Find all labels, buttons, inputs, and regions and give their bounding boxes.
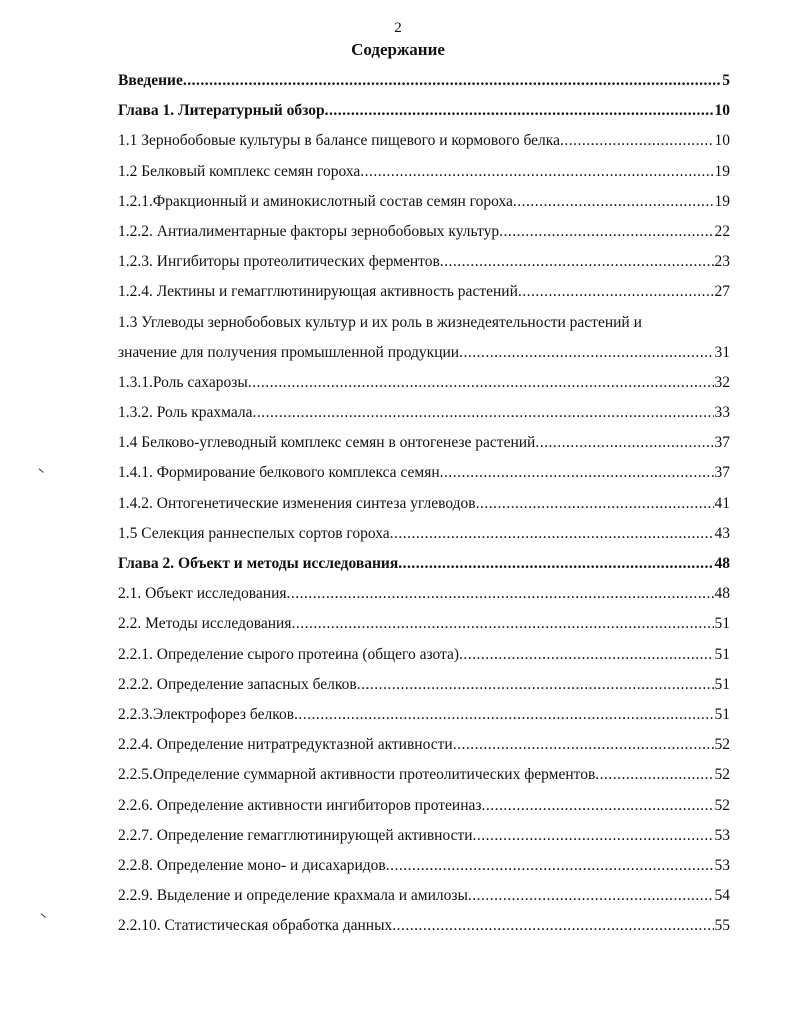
toc-entry	[118, 308, 730, 338]
toc-entry-title: 2.2. Методы исследования	[118, 615, 292, 633]
toc-entry-title: 2.2.2. Определение запасных белков	[118, 675, 357, 693]
toc-entry-title: 2.2.6. Определение активности ингибиторов протеиназ	[118, 796, 482, 814]
toc-dot-leader	[386, 851, 714, 881]
toc-entry-title: Глава 1. Литературный обзор	[118, 102, 325, 120]
toc-entry	[118, 247, 730, 277]
toc-entry-page: 10	[714, 132, 730, 150]
toc-entry	[118, 549, 730, 579]
toc-entry-title: 2.2.8. Определение моно- и дисахаридов	[118, 856, 386, 874]
toc-entry-page: 48	[714, 585, 730, 603]
scan-mark	[38, 468, 43, 473]
toc-entry	[118, 640, 730, 670]
toc-entry-title: 1.3 Углеводы зернобобовых культур и их роль в жизнедеятельности растений и	[118, 313, 642, 331]
toc-entry	[118, 730, 730, 760]
toc-dot-leader	[287, 579, 714, 609]
toc-entry-page: 32	[714, 373, 730, 391]
toc-entry-page: 53	[714, 856, 730, 874]
toc-entry-page: 51	[714, 645, 730, 663]
toc-entry-page: 10	[714, 102, 730, 120]
toc-dot-leader	[183, 66, 721, 96]
toc-entry-title: 1.1 Зернобобовые культуры в балансе пищевого и кормового белка	[118, 132, 560, 150]
toc-entry-page: 5	[722, 72, 730, 89]
toc-entry	[118, 881, 730, 911]
toc-entry	[118, 851, 730, 881]
toc-entry-page: 54	[714, 887, 730, 905]
toc-entry-page: 33	[714, 404, 730, 422]
toc-dot-leader	[459, 338, 713, 368]
toc-dot-leader	[518, 277, 714, 307]
toc-dot-leader	[390, 519, 714, 549]
toc-entry-page: 52	[714, 796, 730, 814]
toc-entry	[118, 821, 730, 851]
toc-entry	[118, 66, 730, 96]
toc-entry-title: 1.2 Белковый комплекс семян гороха	[118, 162, 361, 180]
toc-entry	[118, 700, 730, 730]
toc-dot-leader	[248, 368, 714, 398]
toc-dot-leader	[476, 489, 714, 519]
page-number: 2	[394, 20, 402, 36]
toc-entry	[118, 609, 730, 639]
toc-entry-page: 31	[714, 343, 730, 361]
toc-dot-leader	[291, 609, 713, 639]
toc-entry-title: 1.4.1. Формирование белкового комплекса семян	[118, 464, 440, 482]
toc-entry-page: 37	[714, 464, 730, 482]
toc-dot-leader	[453, 730, 714, 760]
toc-entry-title: 1.2.3. Ингибиторы протеолитических ферментов	[118, 253, 440, 271]
toc-entry-title: 1.2.1.Фракционный и аминокислотный состав семян гороха	[118, 192, 513, 210]
toc-dot-leader	[440, 247, 714, 277]
toc-dot-leader	[482, 791, 714, 821]
toc-entry-title: 2.2.7. Определение гемагглютинирующей активности	[118, 826, 473, 844]
toc-dot-leader	[459, 640, 713, 670]
toc-dot-leader	[294, 700, 713, 730]
toc-entry	[118, 489, 730, 519]
toc-entry-title: 1.5 Селекция раннеспелых сортов гороха	[118, 524, 390, 542]
toc-entry	[118, 670, 730, 700]
toc-dot-leader	[325, 96, 714, 126]
toc-dot-leader	[513, 187, 714, 217]
toc-entry-page: 55	[714, 917, 730, 935]
toc-entry-page: 41	[714, 494, 730, 512]
toc-entry-page: 48	[714, 555, 730, 572]
toc-entry-page: 43	[714, 524, 730, 542]
toc-entry-page: 52	[714, 736, 730, 754]
toc-entry-title: Введение	[118, 72, 183, 89]
toc-entry	[118, 277, 730, 307]
toc-entry	[118, 579, 730, 609]
toc-entry	[118, 760, 730, 790]
toc-dot-leader	[357, 670, 714, 700]
toc-entry	[118, 368, 730, 398]
toc-entry	[118, 96, 730, 126]
toc-entry-title: 1.3.1.Роль сахарозы	[118, 373, 248, 391]
toc-entry	[118, 217, 730, 247]
toc-entry-title: 2.2.3.Электрофорез белков	[118, 705, 295, 723]
toc-entry	[118, 338, 730, 368]
toc-dot-leader	[473, 821, 714, 851]
toc-entry-page: 22	[714, 222, 730, 240]
toc-entry	[118, 126, 730, 156]
toc-entry-title: 2.2.5.Определение суммарной активности протеолитических ферментов	[118, 766, 596, 784]
toc-entry-page: 51	[714, 615, 730, 633]
toc-entry	[118, 458, 730, 488]
toc-entry-title: 2.2.1. Определение сырого протеина (общего азота)	[118, 645, 460, 663]
toc-entry	[118, 911, 730, 941]
toc-dot-leader	[360, 157, 713, 187]
toc-entry	[118, 157, 730, 187]
toc-dot-leader	[398, 549, 713, 579]
toc-dot-leader	[499, 217, 713, 247]
toc-dot-leader	[392, 911, 713, 941]
toc-entry-page: 19	[714, 192, 730, 210]
toc-entry-title: значение для получения промышленной продукции	[118, 343, 460, 361]
toc-entry	[118, 187, 730, 217]
toc-entry-page: 52	[714, 766, 730, 784]
toc-entry-title: 2.2.10. Статистическая обработка данных	[118, 917, 393, 935]
toc-entry	[118, 428, 730, 458]
toc-entry-title: 1.2.4. Лектины и гемагглютинирующая активность растений	[118, 283, 518, 301]
toc-dot-leader	[252, 398, 713, 428]
toc-entry-title: Глава 2. Объект и методы исследования	[118, 555, 399, 572]
toc-dot-leader	[560, 126, 714, 156]
toc-entry	[118, 398, 730, 428]
table-of-contents	[118, 66, 730, 941]
toc-dot-leader	[440, 458, 714, 488]
toc-entry-title: 2.2.4. Определение нитратредуктазной активности	[118, 736, 453, 754]
toc-dot-leader	[535, 428, 713, 458]
toc-dot-leader	[595, 760, 713, 790]
toc-entry-title: 1.3.2. Роль крахмала	[118, 404, 253, 422]
toc-entry	[118, 519, 730, 549]
toc-entry-title: 1.2.2. Антиалиментарные факторы зернобобовых культур	[118, 222, 500, 240]
toc-entry-title: 1.4 Белково-углеводный комплекс семян в онтогенезе растений	[118, 434, 536, 452]
toc-entry-title: 2.2.9. Выделение и определение крахмала и амилозы	[118, 887, 468, 905]
page-title: Содержание	[351, 40, 445, 59]
toc-entry-page: 19	[714, 162, 730, 180]
toc-entry-page: 51	[714, 705, 730, 723]
toc-entry-title: 2.1. Объект исследования	[118, 585, 287, 603]
toc-dot-leader	[468, 881, 714, 911]
scan-mark	[40, 913, 45, 918]
toc-entry-page: 27	[714, 283, 730, 301]
toc-entry-page: 37	[714, 434, 730, 452]
toc-entry-page: 23	[714, 253, 730, 271]
toc-entry-page: 53	[714, 826, 730, 844]
toc-entry-page: 51	[714, 675, 730, 693]
toc-entry-title: 1.4.2. Онтогенетические изменения синтеза углеводов	[118, 494, 476, 512]
toc-entry	[118, 791, 730, 821]
